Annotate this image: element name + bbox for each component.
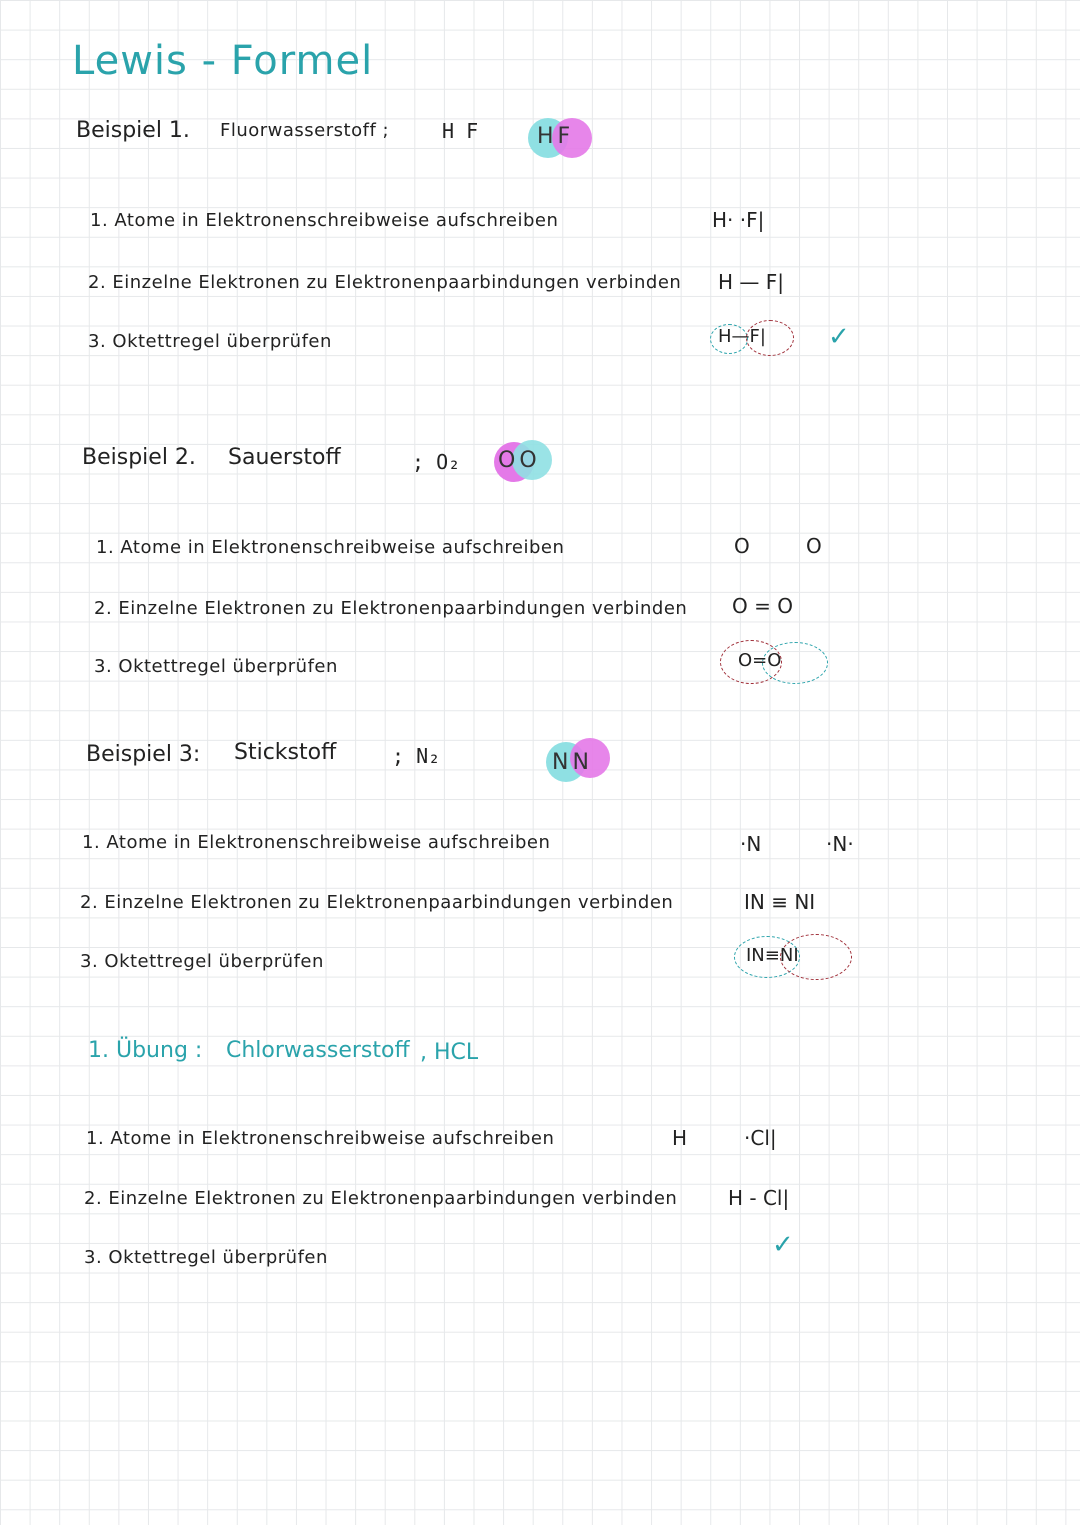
example-1-step-3: 3. Oktettregel überprüfen — [88, 331, 332, 352]
example-1-step-1: 1. Atome in Elektronenschreibweise aufschreiben — [90, 210, 559, 231]
example-3-label: Beispiel 3: — [86, 742, 201, 767]
example-1-formula: H F — [442, 119, 479, 143]
lewis-hf-atoms: H· ·F| — [712, 208, 765, 232]
lewis-n2-atom-right: ·N· — [826, 832, 854, 856]
badge-label: OO — [498, 448, 541, 473]
example-2-step-2: 2. Einzelne Elektronen zu Elektronenpaarbindungen verbinden — [94, 598, 688, 619]
check-mark-icon: ✓ — [828, 322, 850, 352]
lewis-n2-bond: IN ≡ NI — [744, 890, 816, 914]
exercise-step-3: 3. Oktettregel überprüfen — [84, 1247, 328, 1268]
example-2-step-3: 3. Oktettregel überprüfen — [94, 656, 338, 677]
lewis-n2-atom-left: ·N — [740, 832, 762, 856]
exercise-step-2: 2. Einzelne Elektronen zu Elektronenpaarbindungen verbinden — [84, 1188, 678, 1209]
lewis-o2-octet-text: O=O — [738, 650, 782, 671]
lewis-hcl-bond: H - Cl| — [728, 1186, 790, 1210]
lewis-hf-octet — [710, 320, 794, 356]
lewis-o2-bond: O = O — [732, 594, 793, 618]
badge-label: NN — [552, 750, 593, 775]
example-2-step-1: 1. Atome in Elektronenschreibweise aufschreiben — [96, 537, 565, 558]
molecule-badge-nn — [546, 738, 614, 782]
example-1-name: Fluorwasserstoff ; — [220, 120, 390, 141]
example-3-step-3: 3. Oktettregel überprüfen — [80, 951, 324, 972]
lewis-hcl-h: H — [672, 1126, 688, 1150]
lewis-o2-octet — [720, 640, 830, 684]
check-mark-icon: ✓ — [772, 1230, 794, 1260]
lewis-n2-octet-text: IN≡NI — [746, 945, 799, 966]
lewis-hcl-atoms: ·Cl| — [744, 1126, 777, 1150]
molecule-badge-oo — [494, 440, 554, 482]
lewis-hf-octet-text: H—F| — [718, 326, 766, 347]
lewis-o2-atom-right: O — [806, 534, 822, 558]
exercise-step-1: 1. Atome in Elektronenschreibweise aufschreiben — [86, 1128, 555, 1149]
example-1-step-2: 2. Einzelne Elektronen zu Elektronenpaarbindungen verbinden — [88, 272, 682, 293]
example-3-name: Stickstoff — [234, 740, 337, 765]
molecule-badge-hf — [528, 118, 596, 160]
lewis-o2-atom-left: O — [734, 534, 750, 558]
exercise-formula: , HCL — [420, 1040, 479, 1065]
badge-label: HF — [537, 124, 575, 149]
page-title: Lewis - Formel — [72, 38, 374, 84]
example-2-label: Beispiel 2. — [82, 445, 196, 470]
example-1-label: Beispiel 1. — [76, 118, 190, 143]
lewis-n2-octet — [734, 934, 854, 980]
example-3-step-1: 1. Atome in Elektronenschreibweise aufschreiben — [82, 832, 551, 853]
example-3-formula: ; N₂ — [392, 744, 441, 768]
example-2-name: Sauerstoff — [228, 445, 341, 470]
exercise-name: Chlorwasserstoff — [226, 1038, 410, 1063]
example-3-step-2: 2. Einzelne Elektronen zu Elektronenpaarbindungen verbinden — [80, 892, 674, 913]
example-2-formula: ; O₂ — [412, 450, 461, 474]
exercise-label: 1. Übung : — [88, 1038, 203, 1063]
lewis-hf-bond: H — F| — [718, 270, 784, 294]
